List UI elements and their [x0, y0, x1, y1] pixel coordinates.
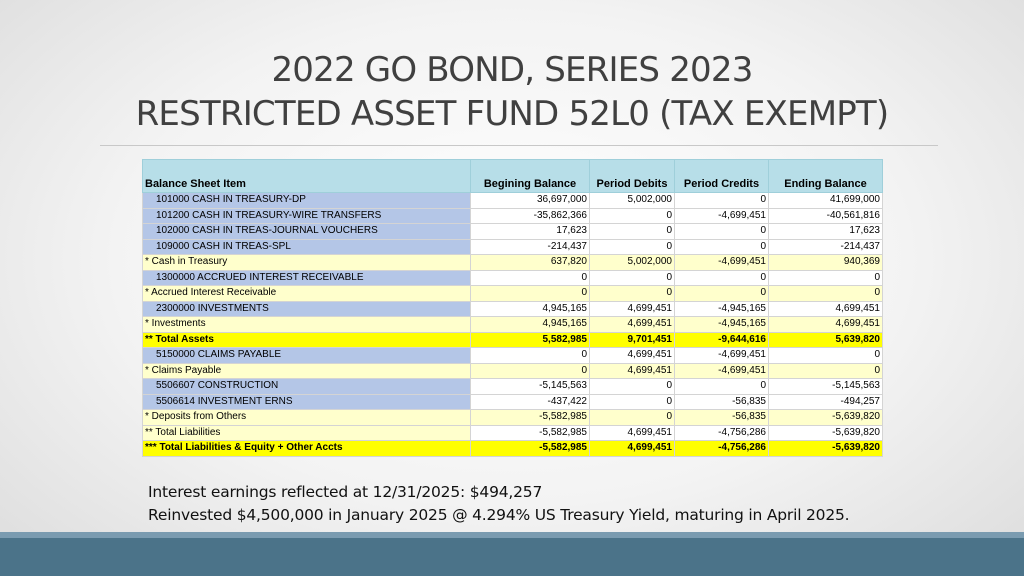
beginning-balance-cell: 5,582,985	[471, 332, 590, 348]
header-period-debits: Period Debits	[590, 160, 675, 193]
header-balance-sheet-item: Balance Sheet Item	[143, 160, 471, 193]
ending-balance-cell: -5,639,820	[769, 410, 883, 426]
period-credits-cell: 0	[675, 239, 769, 255]
beginning-balance-cell: -5,582,985	[471, 410, 590, 426]
period-credits-cell: -4,699,451	[675, 255, 769, 271]
period-credits-cell: 0	[675, 193, 769, 209]
row-label: 101000 CASH IN TREASURY-DP	[143, 193, 471, 209]
row-label: * Claims Payable	[143, 363, 471, 379]
row-label: * Cash in Treasury	[143, 255, 471, 271]
ending-balance-cell: -5,145,563	[769, 379, 883, 395]
row-label: 102000 CASH IN TREAS-JOURNAL VOUCHERS	[143, 224, 471, 240]
header-period-credits: Period Credits	[675, 160, 769, 193]
period-credits-cell: 0	[675, 270, 769, 286]
table-row	[143, 193, 883, 209]
period-debits-cell: 0	[590, 286, 675, 302]
table-row	[143, 239, 883, 255]
period-debits-cell: 4,699,451	[590, 317, 675, 333]
period-credits-cell: -56,835	[675, 394, 769, 410]
period-debits-cell: 0	[590, 224, 675, 240]
period-debits-cell: 5,002,000	[590, 193, 675, 209]
row-label: * Deposits from Others	[143, 410, 471, 426]
ending-balance-cell: -5,639,820	[769, 441, 883, 457]
row-label: 109000 CASH IN TREAS-SPL	[143, 239, 471, 255]
beginning-balance-cell: -5,582,985	[471, 441, 590, 457]
row-label: * Accrued Interest Receivable	[143, 286, 471, 302]
period-debits-cell: 4,699,451	[590, 301, 675, 317]
header-ending-balance: Ending Balance	[769, 160, 883, 193]
period-debits-cell: 4,699,451	[590, 441, 675, 457]
note-interest-earnings: Interest earnings reflected at 12/31/2025: $494,257	[148, 483, 543, 501]
ending-balance-cell: 0	[769, 270, 883, 286]
ending-balance-cell: -5,639,820	[769, 425, 883, 441]
table-row	[143, 394, 883, 410]
ending-balance-cell: 4,699,451	[769, 301, 883, 317]
ending-balance-cell: 17,623	[769, 224, 883, 240]
ending-balance-cell: 4,699,451	[769, 317, 883, 333]
row-label: 5150000 CLAIMS PAYABLE	[143, 348, 471, 364]
beginning-balance-cell: 4,945,165	[471, 301, 590, 317]
table-row	[143, 348, 883, 364]
beginning-balance-cell: 36,697,000	[471, 193, 590, 209]
period-debits-cell: 4,699,451	[590, 363, 675, 379]
row-label: ** Total Assets	[143, 332, 471, 348]
period-credits-cell: -4,945,165	[675, 301, 769, 317]
beginning-balance-cell: 637,820	[471, 255, 590, 271]
beginning-balance-cell: 0	[471, 348, 590, 364]
period-debits-cell: 4,699,451	[590, 348, 675, 364]
slide-title	[0, 48, 1024, 136]
footer-band	[0, 538, 1024, 576]
beginning-balance-cell: -214,437	[471, 239, 590, 255]
table-row	[143, 270, 883, 286]
beginning-balance-cell: 17,623	[471, 224, 590, 240]
period-credits-cell: -4,699,451	[675, 208, 769, 224]
period-debits-cell: 0	[590, 239, 675, 255]
beginning-balance-cell: -35,862,366	[471, 208, 590, 224]
notes	[148, 481, 849, 527]
period-debits-cell: 0	[590, 379, 675, 395]
beginning-balance-cell: -437,422	[471, 394, 590, 410]
period-credits-cell: 0	[675, 286, 769, 302]
beginning-balance-cell: -5,145,563	[471, 379, 590, 395]
table-row	[143, 379, 883, 395]
row-label: * Investments	[143, 317, 471, 333]
row-label: 1300000 ACCRUED INTEREST RECEIVABLE	[143, 270, 471, 286]
table-row	[143, 332, 883, 348]
beginning-balance-cell: 0	[471, 286, 590, 302]
period-debits-cell: 9,701,451	[590, 332, 675, 348]
ending-balance-cell: 0	[769, 363, 883, 379]
row-label: ** Total Liabilities	[143, 425, 471, 441]
table-row	[143, 410, 883, 426]
table-body	[143, 193, 883, 457]
row-label: 101200 CASH IN TREASURY-WIRE TRANSFERS	[143, 208, 471, 224]
period-credits-cell: 0	[675, 379, 769, 395]
table-row	[143, 301, 883, 317]
table-row	[143, 255, 883, 271]
table-header-row	[143, 160, 883, 193]
ending-balance-cell: 0	[769, 286, 883, 302]
table-row	[143, 317, 883, 333]
table-row	[143, 441, 883, 457]
period-credits-cell: -56,835	[675, 410, 769, 426]
period-debits-cell: 0	[590, 208, 675, 224]
ending-balance-cell: -40,561,816	[769, 208, 883, 224]
header-beginning-balance: Begining Balance	[471, 160, 590, 193]
ending-balance-cell: -214,437	[769, 239, 883, 255]
beginning-balance-cell: 4,945,165	[471, 317, 590, 333]
table-row	[143, 208, 883, 224]
table-row	[143, 363, 883, 379]
period-credits-cell: -4,756,286	[675, 425, 769, 441]
row-label: 5506614 INVESTMENT ERNS	[143, 394, 471, 410]
row-label: *** Total Liabilities & Equity + Other Accts	[143, 441, 471, 457]
ending-balance-cell: 940,369	[769, 255, 883, 271]
period-debits-cell: 0	[590, 410, 675, 426]
row-label: 5506607 CONSTRUCTION	[143, 379, 471, 395]
period-debits-cell: 0	[590, 270, 675, 286]
table-row	[143, 286, 883, 302]
period-credits-cell: -4,945,165	[675, 317, 769, 333]
period-debits-cell: 5,002,000	[590, 255, 675, 271]
title-divider	[100, 145, 938, 146]
table-row	[143, 224, 883, 240]
beginning-balance-cell: 0	[471, 363, 590, 379]
period-debits-cell: 0	[590, 394, 675, 410]
ending-balance-cell: 41,699,000	[769, 193, 883, 209]
period-credits-cell: -4,699,451	[675, 363, 769, 379]
title-line-1: 2022 GO BOND, SERIES 2023	[271, 50, 753, 90]
ending-balance-cell: 5,639,820	[769, 332, 883, 348]
title-line-2: RESTRICTED ASSET FUND 52L0 (TAX EXEMPT)	[135, 94, 889, 134]
note-reinvestment: Reinvested $4,500,000 in January 2025 @ 4.294% US Treasury Yield, maturing in April 2025.	[148, 506, 850, 524]
beginning-balance-cell: -5,582,985	[471, 425, 590, 441]
period-debits-cell: 4,699,451	[590, 425, 675, 441]
period-credits-cell: 0	[675, 224, 769, 240]
ending-balance-cell: -494,257	[769, 394, 883, 410]
period-credits-cell: -4,756,286	[675, 441, 769, 457]
ending-balance-cell: 0	[769, 348, 883, 364]
period-credits-cell: -4,699,451	[675, 348, 769, 364]
period-credits-cell: -9,644,616	[675, 332, 769, 348]
beginning-balance-cell: 0	[471, 270, 590, 286]
table-row	[143, 425, 883, 441]
balance-sheet-table	[142, 159, 883, 457]
row-label: 2300000 INVESTMENTS	[143, 301, 471, 317]
